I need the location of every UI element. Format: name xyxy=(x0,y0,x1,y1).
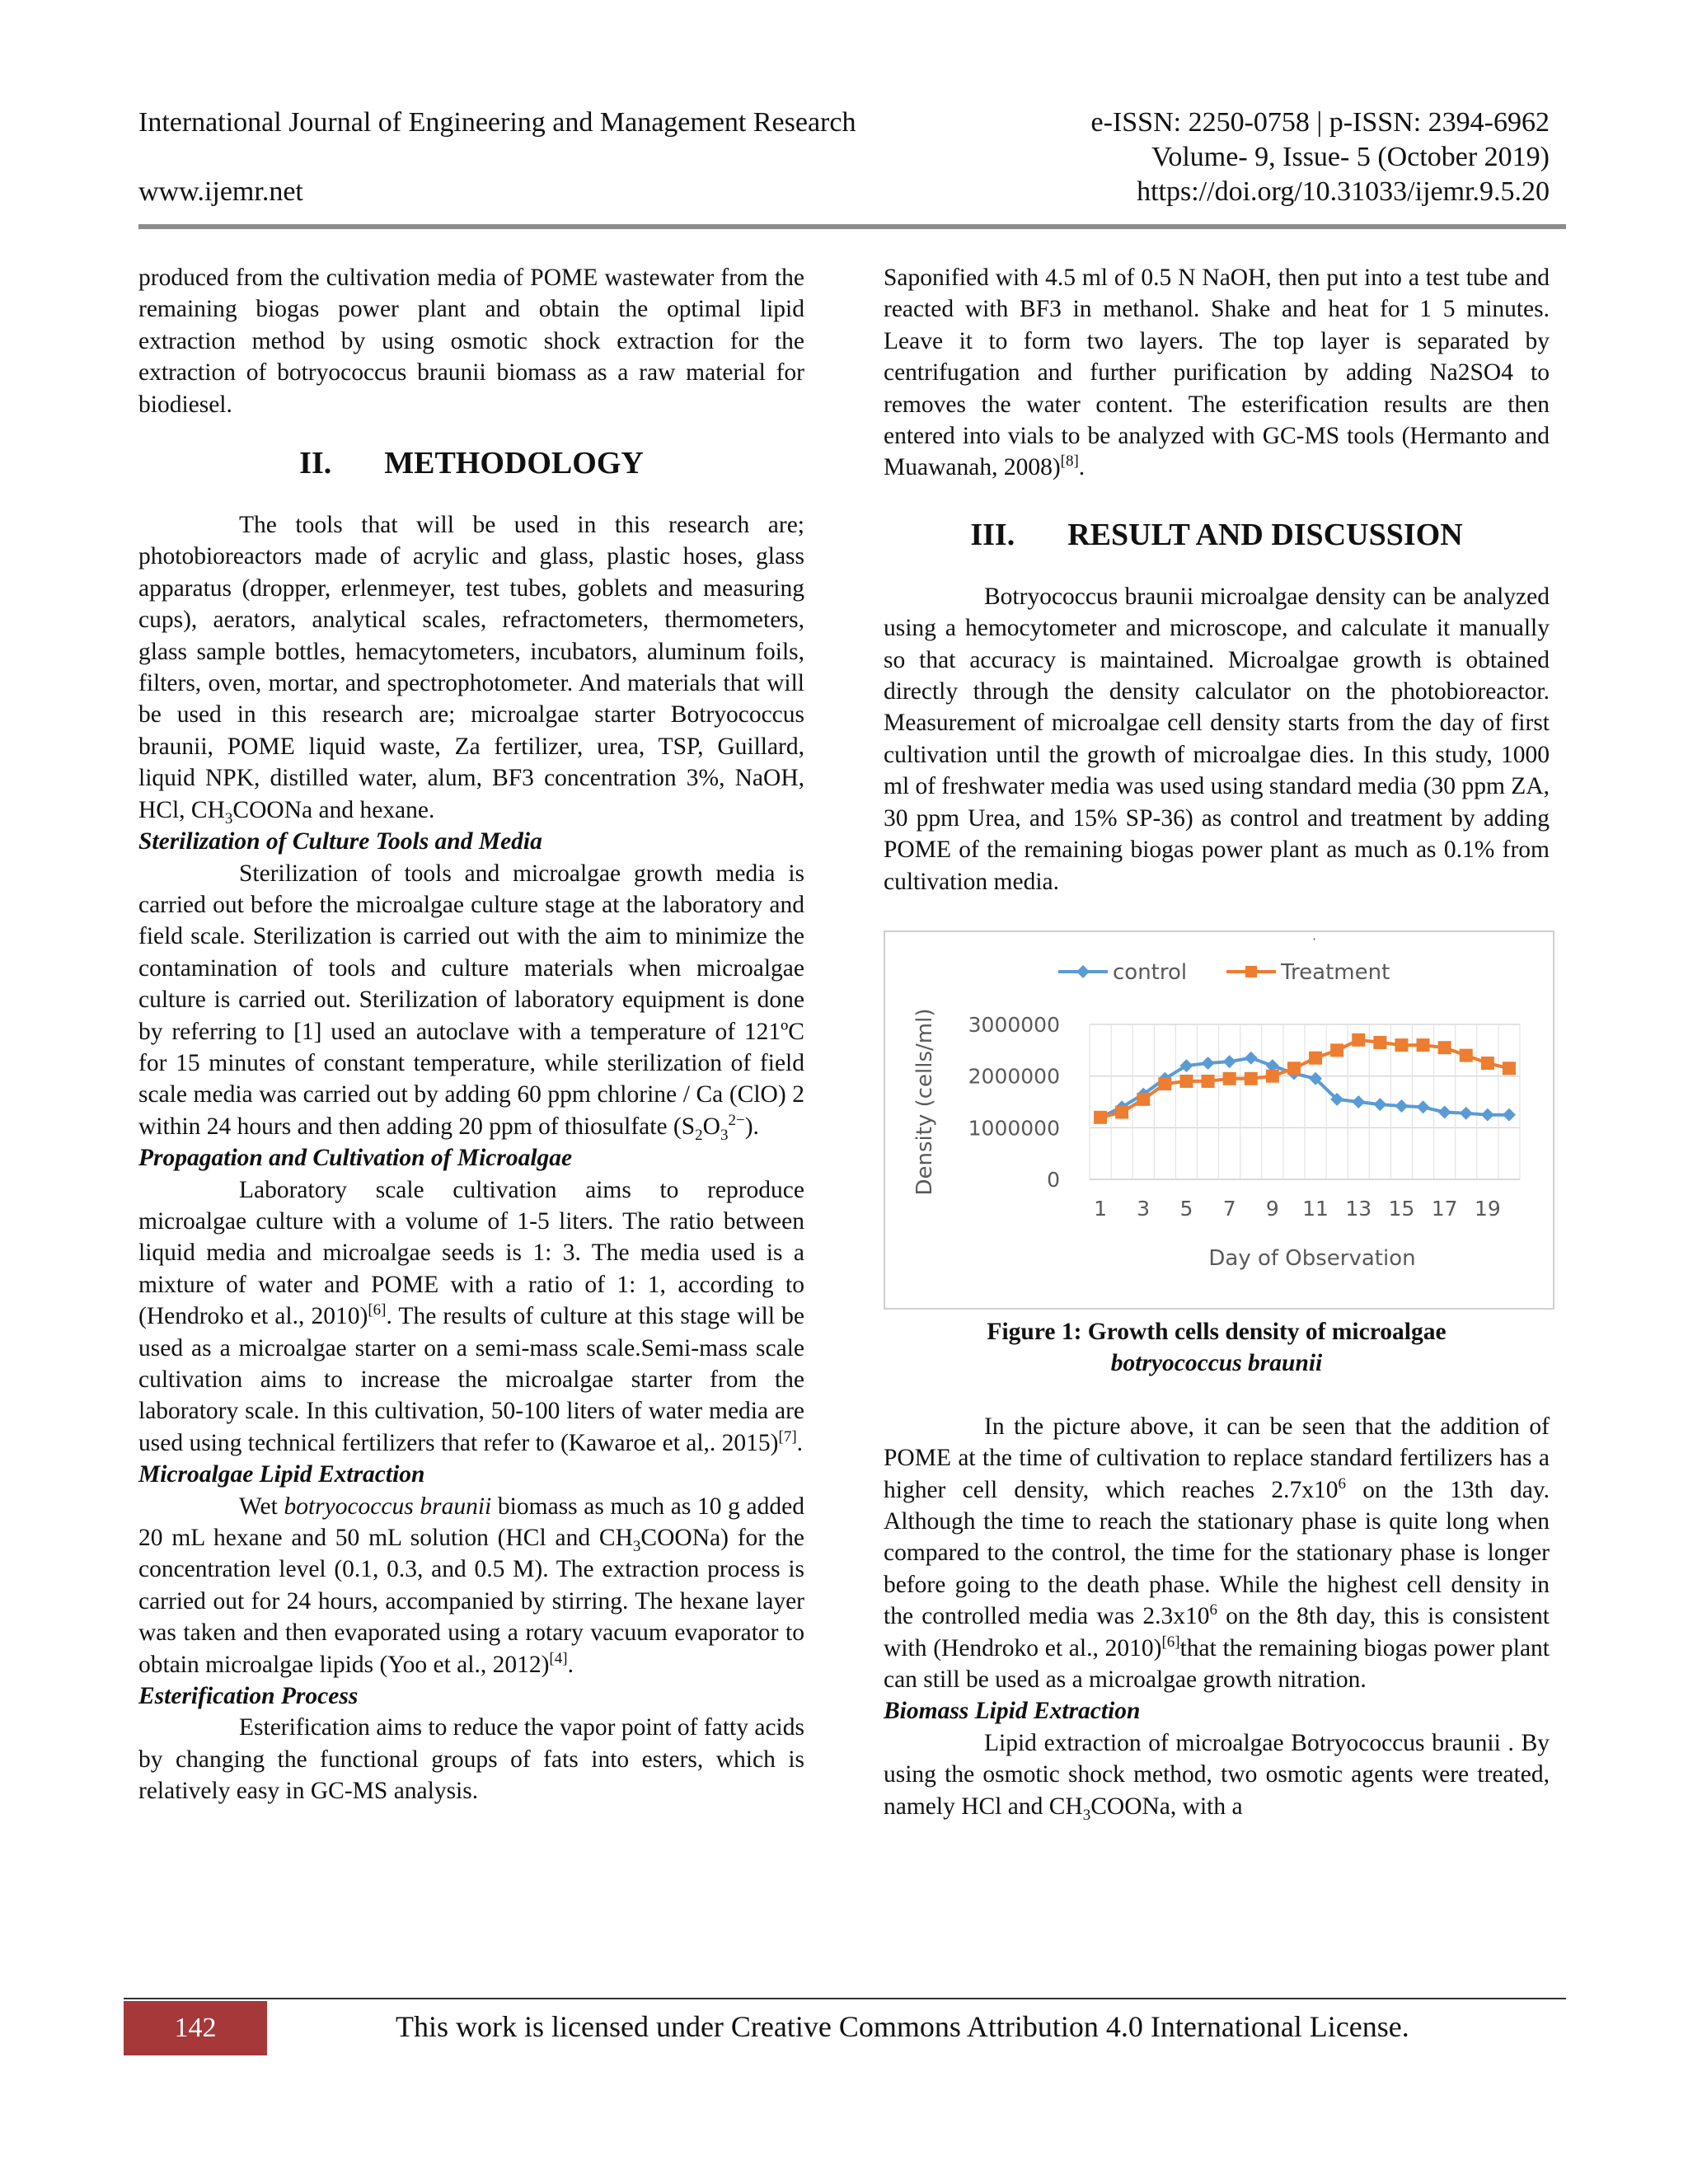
legend-marker xyxy=(1245,966,1257,977)
lipid-extraction-paragraph: Wet botryococcus braunii biomass as much as 10 g added 20 mL hexane and 50 mL solution (HCl and $CH_3COONa$) for the concentration level (0.1, 0.3, and 0.5 M). The extraction process is carried out for 24 hours, accompanied by stirring. The hexane layer was taken and then evaporated using a rotary vacuum evaporator to obtain microalgae lipids (Yoo et al., 2012)[4]. xyxy=(138,1493,804,1678)
chart-canvas xyxy=(885,932,1553,1308)
legend-marker xyxy=(1076,965,1090,978)
data-point-treatment xyxy=(1158,1077,1171,1090)
growth-chart xyxy=(884,930,1554,1310)
x-tick-label: 17 xyxy=(1431,1196,1458,1221)
data-point-control xyxy=(1417,1100,1430,1113)
x-tick-label: 13 xyxy=(1345,1196,1372,1221)
x-tick-label: 7 xyxy=(1222,1196,1236,1221)
data-point-treatment xyxy=(1481,1057,1494,1070)
data-point-treatment xyxy=(1245,1072,1258,1085)
data-point-control xyxy=(1202,1057,1215,1070)
data-point-treatment xyxy=(1438,1041,1451,1054)
legend-label: control xyxy=(1113,959,1188,985)
data-point-control xyxy=(1460,1107,1473,1120)
data-point-control xyxy=(1395,1099,1408,1113)
y-tick-label: 3000000 xyxy=(968,1012,1060,1037)
figure-caption xyxy=(884,1316,1550,1380)
data-point-treatment xyxy=(1352,1033,1365,1047)
propagation-heading: Propagation and Cultivation of Microalgae xyxy=(138,1145,573,1172)
y-axis-title: Density (cells/ml) xyxy=(912,1008,937,1196)
license-text[interactable]: This work is licensed under Creative Commons Attribution 4.0 International License. xyxy=(396,2010,1409,2043)
data-point-treatment xyxy=(1309,1052,1322,1065)
data-point-treatment xyxy=(1179,1075,1193,1088)
data-point-treatment xyxy=(1094,1111,1107,1124)
data-point-treatment xyxy=(1460,1049,1473,1062)
data-point-treatment xyxy=(1223,1072,1236,1085)
figure-caption-species: botryococcus braunii xyxy=(1110,1350,1323,1377)
propagation-paragraph: Laboratory scale cultivation aims to reproduce microalgae culture with a volume of 1-5 liters. The ratio between liquid media and microalgae seeds is 1: 3. The media used is a mixture of water and POME with a ratio of 1: 1, according to (Hendroko et al., 2010)[6]. The results of culture at this stage will be used as a microalgae starter on a semi-mass scale.Semi-mass scale cultivation aims to increase the microalgae starter from the laboratory scale. In this cultivation, 50-100 liters of water media are used using technical fertilizers that refer to (Kawaroe et al,. 2015)[7]. xyxy=(138,1176,804,1456)
methodology-title: METHODOLOGY xyxy=(384,446,644,481)
esterification-paragraph: Esterification aims to reduce the vapor point of fatty acids by changing the functional groups of fats into esters, which is relatively easy in GC-MS analysis. xyxy=(138,1714,804,1805)
legend-label: Treatment xyxy=(1281,959,1390,985)
esterification-heading: Esterification Process xyxy=(138,1683,359,1710)
x-tick-label: 9 xyxy=(1265,1196,1279,1221)
sterilization-heading: Sterilization of Culture Tools and Media xyxy=(138,828,542,855)
data-point-control xyxy=(1438,1105,1451,1118)
data-point-treatment xyxy=(1395,1038,1408,1052)
data-point-control xyxy=(1503,1108,1516,1122)
intro-paragraph: produced from the cultivation media of POME wastewater from the remaining biogas power plant and obtain the optimal lipid extraction method by using osmotic shock extraction for the extraction of botryococcus braunii biomass as a raw material for biodiesel. xyxy=(138,265,804,418)
right-column xyxy=(884,262,1550,1822)
sterilization-paragraph: Sterilization of tools and microalgae growth media is carried out before the microalgae culture stage at the laboratory and field scale. Sterilization is carried out with the aim to minimize the contamination of tools and culture materials when microalgae culture is carried out. Sterilization of laboratory equipment is done by referring to [1] used an autoclave with a temperature of 121ºC for 15 minutes of constant temperature, while sterilization of field scale media was carried out by adding 60 ppm chlorine / Ca (ClO) 2 within 24 hours and then adding 20 ppm of thiosulfate $(S_2O_3^{2-})$. xyxy=(138,860,804,1144)
footer-rule xyxy=(124,1998,1566,1999)
data-point-control xyxy=(1245,1052,1258,1065)
figure-caption-text: Figure 1: Growth cells density of microalgae xyxy=(987,1318,1447,1345)
page-header xyxy=(138,105,1550,209)
y-tick-label: 0 xyxy=(1047,1167,1060,1192)
page-number: 142 xyxy=(124,2001,267,2055)
x-tick-label: 3 xyxy=(1137,1196,1151,1221)
data-point-treatment xyxy=(1115,1105,1128,1118)
tools-paragraph: The tools that will be used in this research are; photobioreactors made of acrylic and glass, plastic hoses, glass apparatus (dropper, erlenmeyer, test tubes, goblets and measuring cups), aerators, analytical scales, refractometers, thermometers, glass sample bottles, hemacytometers, incubators, aluminum foils, filters, oven, mortar, and spectrophotometer. And materials that will be used in this research are; microalgae starter Botryococcus braunii, POME liquid waste, Za fertilizer, urea, TSP, Guillard, liquid NPK, distilled water, alum, BF3 concentration 3%, NaOH, HCl, $CH_3COONa$ and hexane. xyxy=(138,512,804,827)
results-heading xyxy=(884,517,1550,553)
discussion-paragraph: In the picture above, it can be seen that the addition of POME at the time of cultivation to replace standard fertilizers has a higher cell density, which reaches $2.7x10^6$ on the 13th day. Although the time to reach the stationary phase is quite long when compared to the control, the time for the stationary phase is longer before going to the death phase. While the highest cell density in the controlled media was $2.3x10^6$ on the 8th day, this is consistent with (Hendroko et al., 2010)[6]that the remaining biogas power plant can still be used as a microalgae growth nitration. xyxy=(884,1413,1550,1693)
data-point-control xyxy=(1223,1055,1236,1068)
x-tick-label: 11 xyxy=(1302,1196,1329,1221)
methodology-number: II. xyxy=(299,446,332,481)
x-tick-label: 1 xyxy=(1094,1196,1108,1221)
data-point-control xyxy=(1481,1108,1494,1122)
data-point-treatment xyxy=(1417,1038,1430,1052)
data-point-treatment xyxy=(1503,1062,1516,1075)
data-point-treatment xyxy=(1137,1093,1150,1106)
issn: e-ISSN: 2250-0758 | p-ISSN: 2394-6962 xyxy=(1090,107,1550,138)
esterification-continued: Saponified with 4.5 ml of 0.5 N NaOH, then put into a test tube and reacted with BF3 in methanol. Shake and heat for 1 5 minutes. Leave it to form two layers. The top layer is separated by centrifugation and further purification by adding Na2SO4 to removes the water content. The esterification results are then entered into vials to be analyzed with GC-MS tools (Hermanto and Muawanah, 2008)[8]. xyxy=(884,265,1550,481)
header-rule xyxy=(138,224,1566,229)
methodology-heading xyxy=(138,445,804,481)
biomass-paragraph: Lipid extraction of microalgae Botryococcus braunii . By using the osmotic shock method, two osmotic agents were treated, namely HCl and $CH_3COONa$, with a xyxy=(884,1729,1550,1824)
data-point-treatment xyxy=(1330,1043,1343,1057)
results-number: III. xyxy=(970,517,1015,552)
y-tick-label: 2000000 xyxy=(968,1064,1060,1089)
y-tick-label: 1000000 xyxy=(968,1116,1060,1141)
data-point-treatment xyxy=(1202,1075,1215,1088)
x-tick-label: 19 xyxy=(1474,1196,1501,1221)
journal-title: International Journal of Engineering and Management Research xyxy=(138,107,856,138)
data-point-treatment xyxy=(1287,1062,1301,1075)
x-axis-title: Day of Observation xyxy=(1208,1245,1416,1271)
chart-dot-label: · xyxy=(1312,931,1317,947)
results-paragraph: Botryococcus braunii microalgae density can be analyzed using a hemocytometer and microscope, and calculate it manually so that accuracy is maintained. Microalgae growth is obtained directly through the density calculator on the photobioreactor. Measurement of microalgae cell density starts from the day of first cultivation until the growth of microalgae dies. In this study, 1000 ml of freshwater media was used using standard media (30 ppm ZA, 30 ppm Urea, and 15% SP-36) as control and treatment by adding POME of the remaining biogas power plant as much as 0.1% from cultivation media. xyxy=(884,583,1550,895)
doi-link[interactable]: https://doi.org/10.31033/ijemr.9.5.20 xyxy=(1137,176,1550,207)
data-point-control xyxy=(1373,1098,1386,1111)
results-title: RESULT AND DISCUSSION xyxy=(1067,517,1463,552)
website-link[interactable]: www.ijemr.net xyxy=(138,176,303,207)
x-tick-label: 15 xyxy=(1388,1196,1415,1221)
x-tick-label: 5 xyxy=(1179,1196,1193,1221)
left-column xyxy=(138,262,804,1807)
volume-issue: Volume- 9, Issue- 5 (October 2019) xyxy=(1151,142,1550,172)
biomass-heading: Biomass Lipid Extraction xyxy=(884,1698,1141,1725)
data-point-treatment xyxy=(1266,1070,1279,1083)
data-point-control xyxy=(1352,1095,1365,1108)
lipid-extraction-heading: Microalgae Lipid Extraction xyxy=(138,1461,425,1488)
data-point-treatment xyxy=(1373,1036,1386,1049)
